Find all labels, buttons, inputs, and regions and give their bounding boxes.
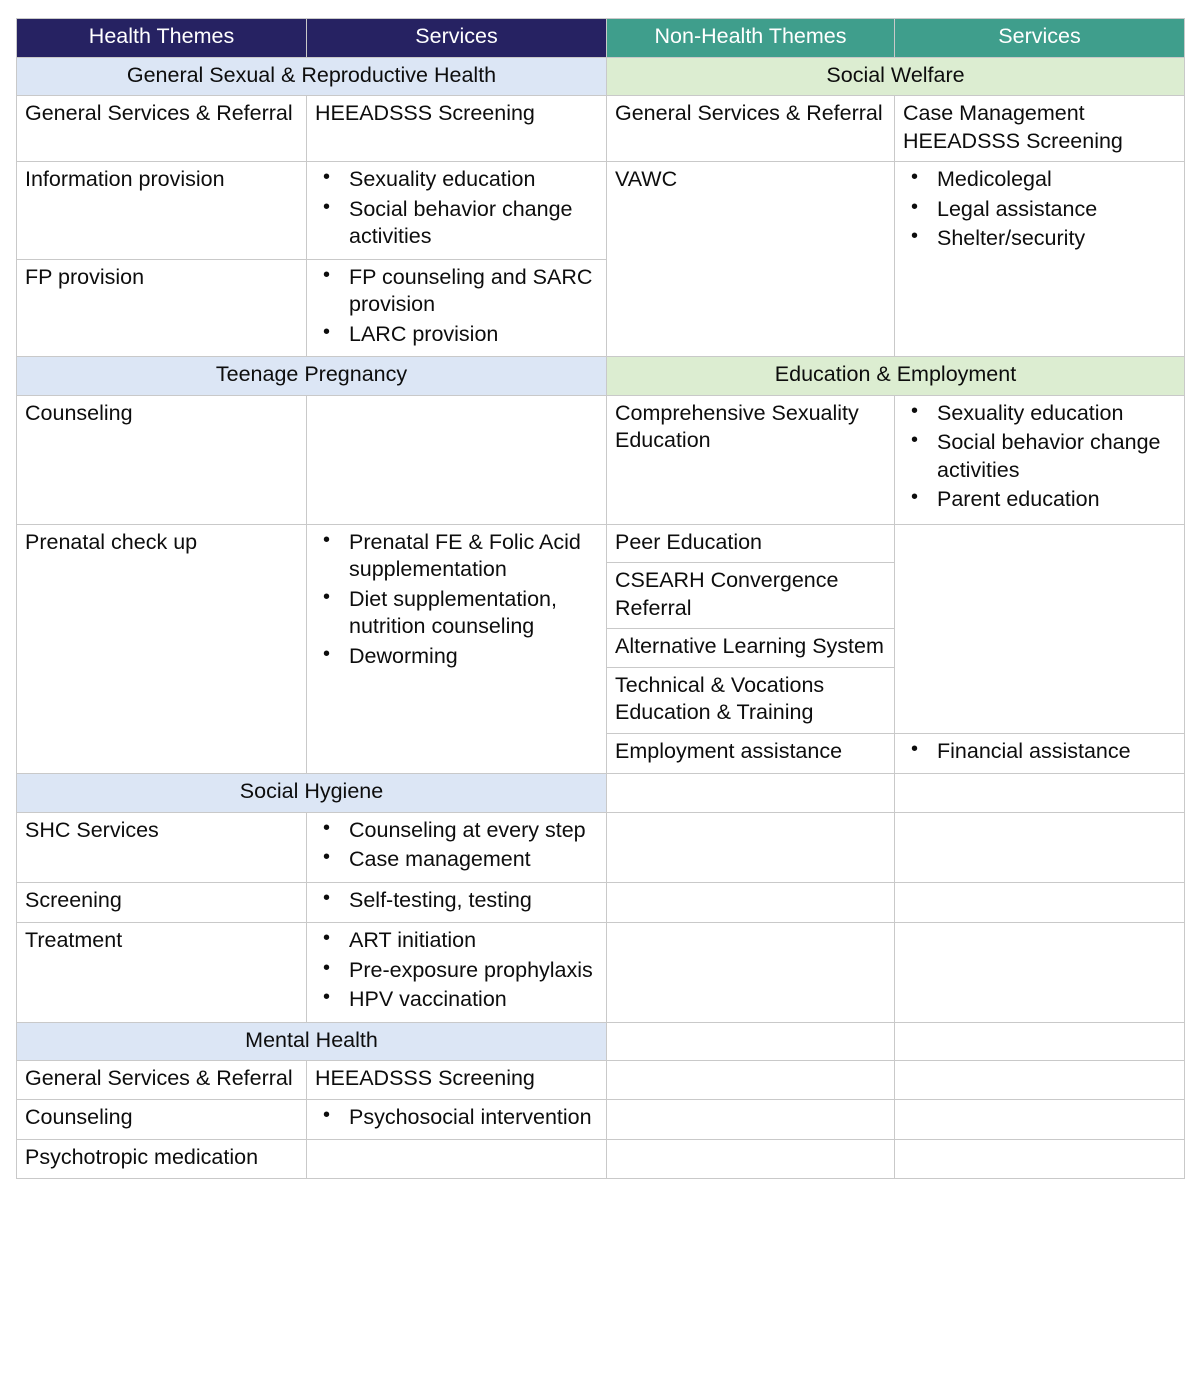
list-item: • Parent education [933, 486, 1176, 514]
list-item: • LARC provision [345, 321, 598, 349]
services-cell [307, 524, 607, 774]
theme-cell: Information provision [17, 162, 307, 260]
table-row [17, 1061, 1185, 1100]
empty-cell [895, 812, 1185, 882]
themes-services-table [16, 18, 1185, 1179]
theme-cell: FP provision [17, 259, 307, 357]
table-row [17, 162, 1185, 260]
empty-cell [895, 923, 1185, 1023]
empty-cell [895, 1022, 1185, 1061]
list-item: • Case management [345, 846, 598, 874]
section-header-mental-health: Mental Health [17, 1022, 607, 1061]
services-cell [895, 162, 1185, 357]
section-header-social-hygiene: Social Hygiene [17, 774, 607, 813]
theme-cell: General Services & Referral [607, 96, 895, 162]
theme-cell: Counseling [17, 1099, 307, 1140]
list-item: • Social behavior change activities [933, 429, 1176, 484]
service-text: Case Management [903, 101, 1085, 126]
table-row [17, 812, 1185, 882]
list-item: • Shelter/security [933, 225, 1176, 253]
theme-cell: General Services & Referral [17, 1061, 307, 1100]
services-cell [307, 162, 607, 260]
list-item: • HPV vaccination [345, 986, 598, 1014]
service-text: HEEADSSS Screening [315, 101, 535, 126]
services-cell [307, 923, 607, 1023]
column-header-health-themes: Health Themes [17, 19, 307, 58]
list-item: • FP counseling and SARC provision [345, 264, 598, 319]
theme-cell: Alternative Learning System [607, 629, 895, 668]
empty-cell [607, 882, 895, 923]
empty-cell [895, 1140, 1185, 1179]
services-cell [307, 882, 607, 923]
table-row [17, 395, 1185, 524]
theme-cell: Employment assistance [607, 733, 895, 774]
services-cell [895, 524, 1185, 733]
theme-cell: Screening [17, 882, 307, 923]
service-list [315, 264, 598, 349]
service-list [315, 927, 598, 1014]
service-list [903, 738, 1176, 766]
theme-cell: Technical & Vocations Education & Training [607, 667, 895, 733]
list-item: • Diet supplementation, nutrition counseling [345, 586, 598, 641]
service-list [315, 817, 598, 874]
theme-cell: Comprehensive Sexuality Education [607, 395, 895, 524]
table-row [17, 882, 1185, 923]
table-row [17, 524, 1185, 563]
service-text: HEEADSSS Screening [903, 128, 1123, 153]
services-cell [307, 395, 607, 524]
empty-cell [895, 1099, 1185, 1140]
service-list [315, 887, 598, 915]
service-list [315, 166, 598, 251]
table-row [17, 1140, 1185, 1179]
section-band-row [17, 57, 1185, 96]
services-cell [307, 812, 607, 882]
empty-cell [895, 882, 1185, 923]
empty-cell [607, 1099, 895, 1140]
column-header-health-services: Services [307, 19, 607, 58]
empty-cell [607, 1061, 895, 1100]
table-row [17, 1099, 1185, 1140]
list-item: • Sexuality education [933, 400, 1176, 428]
theme-cell: Peer Education [607, 524, 895, 563]
list-item: • ART initiation [345, 927, 598, 955]
service-list [903, 400, 1176, 514]
services-cell [307, 96, 607, 162]
list-item: • Counseling at every step [345, 817, 598, 845]
theme-cell: General Services & Referral [17, 96, 307, 162]
service-list [315, 529, 598, 671]
services-cell [307, 1061, 607, 1100]
empty-cell [607, 812, 895, 882]
list-item: • Financial assistance [933, 738, 1176, 766]
list-item: • Prenatal FE & Folic Acid supplementation [345, 529, 598, 584]
list-item: • Medicolegal [933, 166, 1176, 194]
service-list [315, 1104, 598, 1132]
section-header-social-welfare: Social Welfare [607, 57, 1185, 96]
column-header-nonhealth-services: Services [895, 19, 1185, 58]
section-header-teenage-pregnancy: Teenage Pregnancy [17, 357, 607, 396]
list-item: • Pre-exposure prophylaxis [345, 957, 598, 985]
theme-cell: Psychotropic medication [17, 1140, 307, 1179]
table-header-row [17, 19, 1185, 58]
table-row [17, 923, 1185, 1023]
services-cell [895, 96, 1185, 162]
services-cell [895, 733, 1185, 774]
empty-cell [607, 774, 895, 813]
section-band-row [17, 1022, 1185, 1061]
theme-cell: SHC Services [17, 812, 307, 882]
section-header-education-employment: Education & Employment [607, 357, 1185, 396]
theme-cell: Prenatal check up [17, 524, 307, 774]
services-cell [307, 259, 607, 357]
section-band-row [17, 357, 1185, 396]
empty-cell [607, 923, 895, 1023]
service-list [903, 166, 1176, 253]
theme-cell: VAWC [607, 162, 895, 357]
list-item: • Self-testing, testing [345, 887, 598, 915]
list-item: • Deworming [345, 643, 598, 671]
empty-cell [895, 774, 1185, 813]
section-header-gsrh: General Sexual & Reproductive Health [17, 57, 607, 96]
services-cell [307, 1140, 607, 1179]
empty-cell [607, 1022, 895, 1061]
list-item: • Social behavior change activities [345, 196, 598, 251]
empty-cell [607, 1140, 895, 1179]
theme-cell: CSEARH Convergence Referral [607, 563, 895, 629]
theme-cell: Treatment [17, 923, 307, 1023]
table-row [17, 96, 1185, 162]
list-item: • Legal assistance [933, 196, 1176, 224]
service-text: HEEADSSS Screening [315, 1066, 535, 1091]
list-item: • Sexuality education [345, 166, 598, 194]
section-band-row [17, 774, 1185, 813]
column-header-nonhealth-themes: Non-Health Themes [607, 19, 895, 58]
theme-cell: Counseling [17, 395, 307, 524]
services-cell [895, 395, 1185, 524]
empty-cell [895, 1061, 1185, 1100]
services-cell [307, 1099, 607, 1140]
list-item: • Psychosocial intervention [345, 1104, 598, 1132]
